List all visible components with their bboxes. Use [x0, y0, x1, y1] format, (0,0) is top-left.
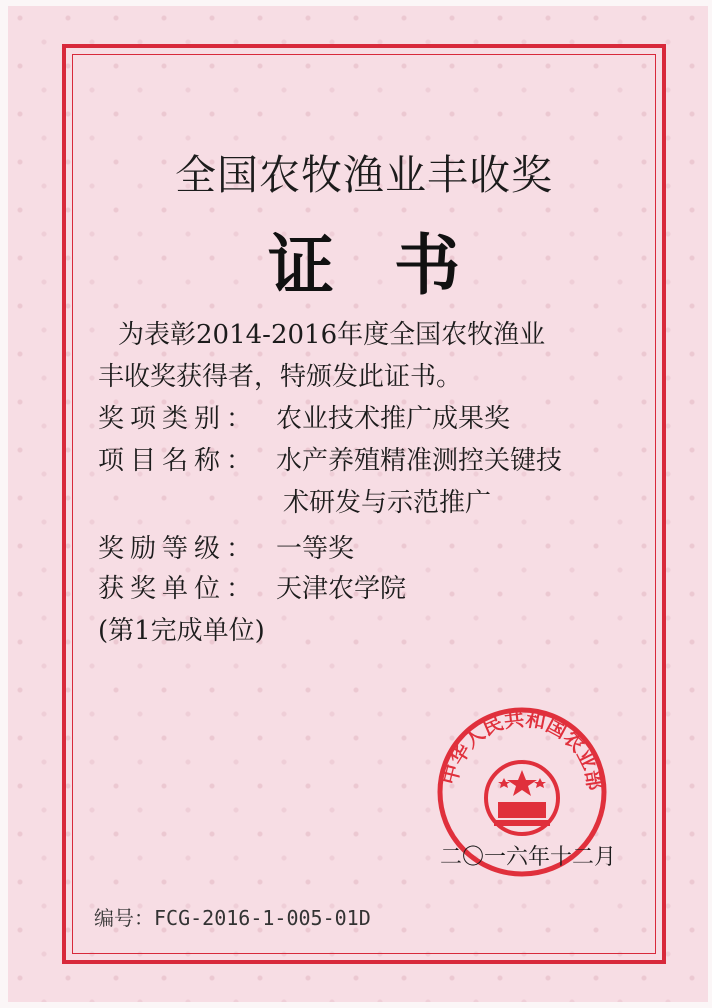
award-category-label: 奖项类别：	[98, 404, 259, 434]
award-level-value: 一等奖	[276, 534, 355, 564]
project-name-row	[98, 440, 562, 477]
award-category-row	[98, 398, 510, 435]
award-unit-row	[98, 568, 406, 605]
project-name-value-line2: 术研发与示范推广	[283, 488, 492, 518]
award-level-label: 奖励等级：	[98, 534, 259, 564]
certificate-number: 编号：FCG-2016-1-005-01D	[94, 906, 371, 930]
project-name-label: 项目名称：	[98, 446, 259, 476]
issue-date: 二〇一六年十二月	[440, 845, 617, 870]
intro-line-1: 为表彰2014-2016年度全国农牧渔业	[118, 320, 546, 350]
award-level-row	[98, 528, 354, 565]
unit-note: (第1完成单位)	[98, 616, 265, 646]
seal-text: 中华人民共和国农业部	[437, 706, 608, 792]
award-unit-label: 获奖单位：	[98, 574, 259, 604]
certificate-subtitle: 证书	[268, 226, 520, 304]
national-emblem-icon	[486, 762, 558, 834]
award-category-value: 农业技术推广成果奖	[276, 404, 511, 434]
certificate-title: 全国农牧渔业丰收奖	[175, 151, 553, 199]
award-unit-value: 天津农学院	[276, 574, 407, 604]
project-name-value-line1: 水产养殖精准测控关键技	[276, 446, 563, 476]
intro-line-2: 丰收奖获得者，特颁发此证书。	[98, 362, 463, 392]
